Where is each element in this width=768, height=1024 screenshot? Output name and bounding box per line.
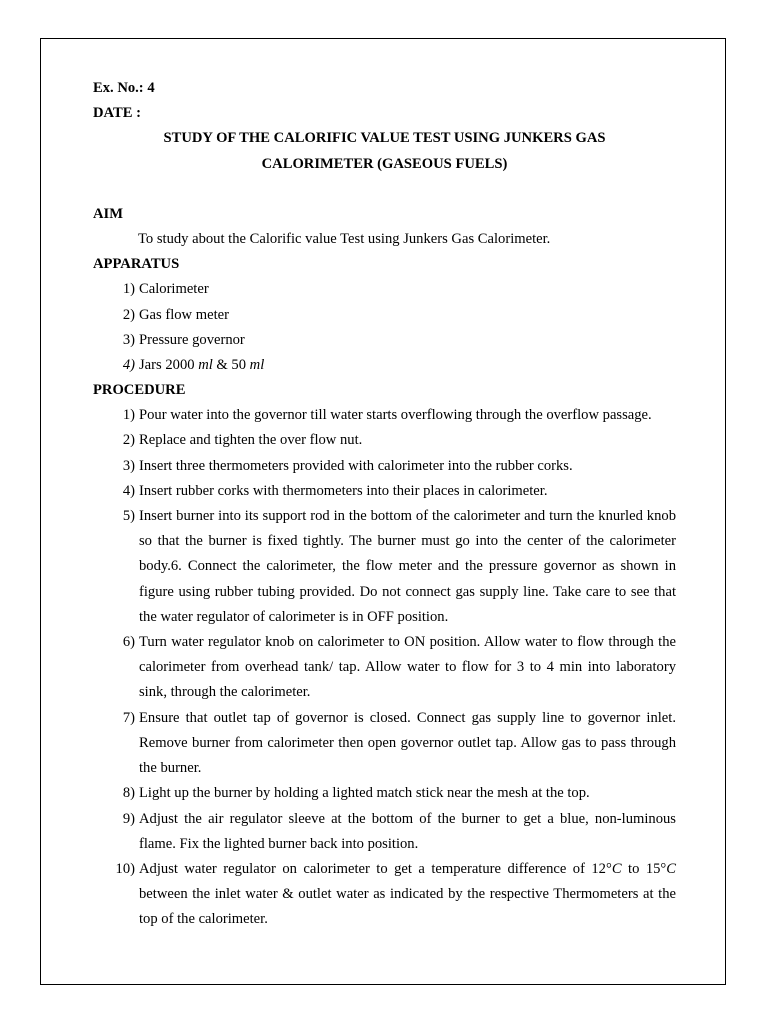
- list-number: 6): [122, 634, 135, 651]
- list-item: [93, 328, 676, 353]
- list-text: Turn water regulator knob on calorimeter to ON position. Allow water to flow through the calorimeter from overhead tank/ tap. Allow water to flow for 3 to 4 min into laboratory sink, through the calorimeter.: [139, 634, 676, 701]
- list-item: [93, 807, 676, 857]
- list-item: [93, 353, 676, 378]
- list-number: 1): [122, 281, 135, 298]
- procedure-heading: PROCEDURE: [93, 382, 186, 399]
- list-number: 3): [122, 331, 135, 348]
- list-text: Adjust water regulator on calorimeter to get a temperature difference of 12°: [139, 860, 612, 877]
- list-text: Ensure that outlet tap of governor is closed. Connect gas supply line to governor inlet. Remove burner from calorimeter then open governor outlet tap. Allow gas to pass through the burner.: [139, 709, 676, 777]
- list-text: Adjust the air regulator sleeve at the bottom of the burner to get a blue, non-luminous flame. Fix the lighted burner back into position.: [139, 810, 676, 852]
- list-text: Insert burner into its support rod in the bottom of the calorimeter and turn the knurled knob so that the burner is fixed tightly. The burner must go into the center of the calorimeter body.6. Connect the calorimeter, the flow meter and the pressure governor as shown in figure using rubber tubing provided. Do not connect gas supply line. Take care to see that the water regulator of calorimeter is in OFF position.: [139, 508, 676, 625]
- list-item: [93, 303, 676, 328]
- list-number: 2): [122, 432, 135, 449]
- list-number: 7): [122, 709, 135, 726]
- list-text: Gas flow meter: [139, 306, 229, 323]
- aim-text: To study about the Calorific value Test using Junkers Gas Calorimeter.: [138, 230, 551, 247]
- apparatus-heading: APPARATUS: [93, 256, 180, 273]
- list-item: [93, 479, 676, 504]
- document-title-line-1: STUDY OF THE CALORIFIC VALUE TEST USING JUNKERS GAS: [163, 130, 606, 147]
- list-item: [93, 454, 676, 479]
- list-number: 2): [122, 306, 135, 323]
- list-item: [93, 630, 676, 706]
- list-text-group: [139, 857, 676, 933]
- unit-text: ml: [198, 356, 213, 373]
- list-item: [93, 857, 676, 933]
- unit-text: C: [666, 860, 676, 877]
- list-item: [93, 428, 676, 453]
- list-text: Pour water into the governor till water starts overflowing through the overflow passage.: [139, 407, 652, 424]
- list-number: 9): [122, 810, 135, 827]
- list-text: to 15°: [621, 860, 667, 877]
- list-text: Replace and tighten the over flow nut.: [139, 432, 363, 449]
- list-text: Calorimeter: [139, 281, 209, 298]
- list-item: [93, 277, 676, 302]
- list-text: Jars 2000: [139, 356, 199, 373]
- list-number: 3): [122, 457, 135, 474]
- list-text: Insert three thermometers provided with calorimeter into the rubber corks.: [139, 457, 573, 474]
- date-label: DATE :: [93, 105, 141, 122]
- unit-text: C: [611, 860, 622, 877]
- list-number: 1): [122, 407, 135, 424]
- document-title-line-2: CALORIMETER (GASEOUS FUELS): [261, 155, 508, 172]
- list-number: 4): [122, 356, 135, 373]
- list-text: Light up the burner by holding a lighted match stick near the mesh at the top.: [139, 785, 590, 802]
- unit-text: ml: [249, 356, 265, 373]
- document-body: [93, 76, 676, 933]
- list-number: 4): [122, 482, 135, 499]
- list-item: [93, 706, 676, 782]
- list-number: 5): [122, 508, 135, 525]
- list-number: 8): [122, 785, 135, 802]
- apparatus-list: [93, 277, 676, 378]
- list-text: & 50: [212, 356, 250, 373]
- list-text: between the inlet water & outlet water as indicated by the respective Thermometers at the top of the calorimeter.: [139, 886, 676, 928]
- list-item: [93, 504, 676, 630]
- list-item: [93, 781, 676, 806]
- aim-heading: AIM: [93, 205, 123, 222]
- list-item: [93, 403, 676, 428]
- list-number: 10): [115, 860, 135, 877]
- procedure-list: [93, 403, 676, 932]
- list-text: Insert rubber corks with thermometers into their places in calorimeter.: [139, 482, 548, 499]
- list-text: Pressure governor: [139, 331, 245, 348]
- exercise-number: Ex. No.: 4: [93, 80, 155, 96]
